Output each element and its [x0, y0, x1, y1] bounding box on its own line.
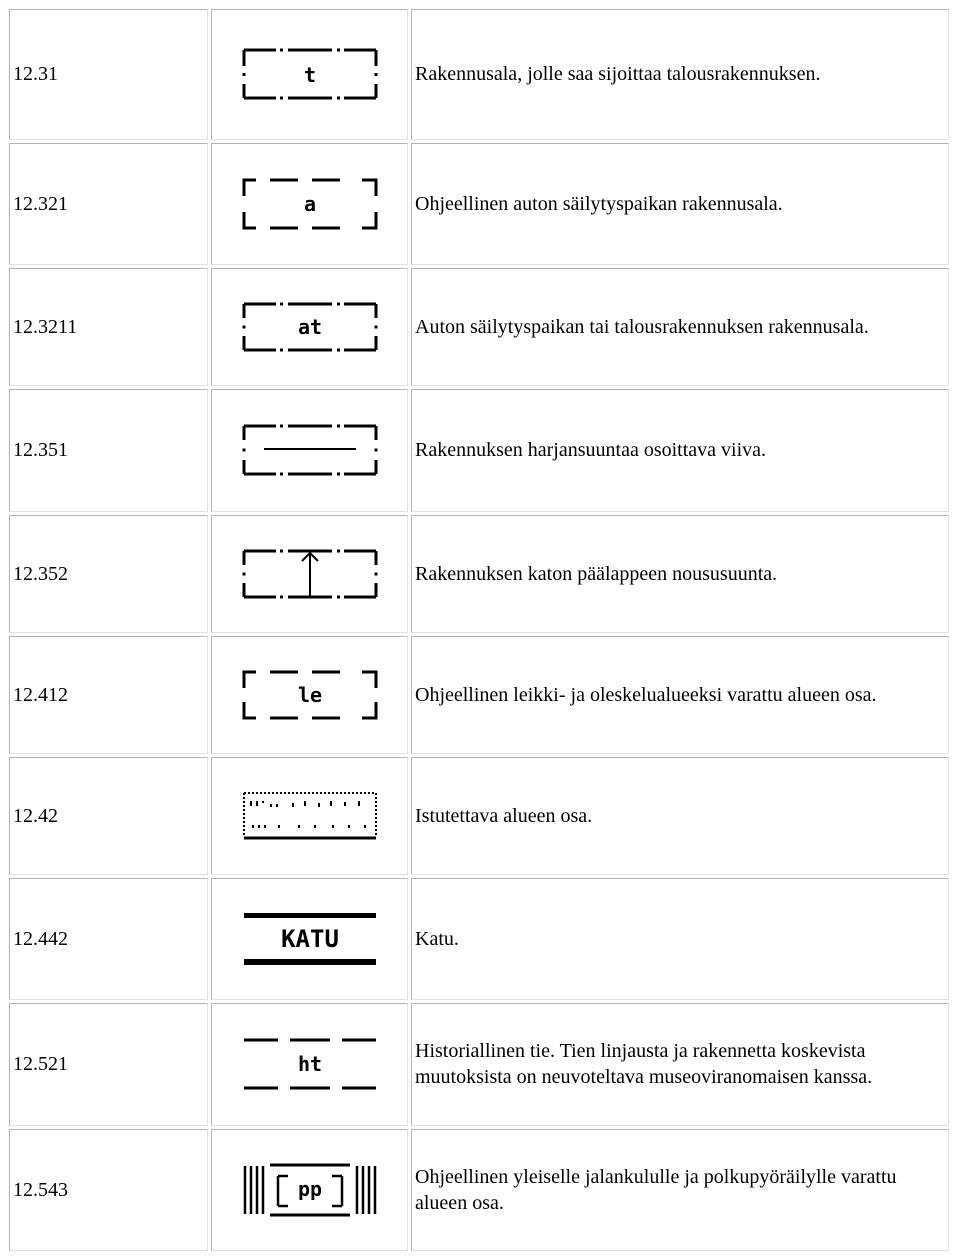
description-cell: Ohjeellinen leikki- ja oleskelualueeksi varattu alueen osa.	[411, 636, 949, 754]
table-row	[9, 878, 949, 1000]
table-row	[9, 9, 949, 140]
code-cell: 12.3211	[9, 268, 208, 386]
table-row	[9, 389, 949, 511]
code-cell: 12.352	[9, 515, 208, 633]
symbol-label: at	[297, 315, 322, 340]
dashed-rectangle-a-icon	[240, 176, 380, 232]
symbol-label: t	[303, 63, 316, 88]
symbol-cell	[211, 636, 408, 754]
symbol-label: le	[297, 682, 322, 707]
table-row	[9, 757, 949, 875]
code-cell: 12.442	[9, 878, 208, 1000]
dash-dot-rectangle-t-icon	[240, 44, 380, 104]
table-row	[9, 268, 949, 386]
pedestrian-cycle-hatched-icon	[240, 1162, 380, 1218]
table-row	[9, 636, 949, 754]
symbol-cell	[211, 389, 408, 511]
description-cell: Historiallinen tie. Tien linjausta ja rakennetta koskevista muutoksista on neuvoteltava museoviranomaisen kanssa.	[411, 1003, 949, 1125]
description-cell: Katu.	[411, 878, 949, 1000]
code-cell: 12.412	[9, 636, 208, 754]
description-cell: Ohjeellinen auton säilytyspaikan rakennusala.	[411, 143, 949, 265]
code-cell: 12.351	[9, 389, 208, 511]
symbol-cell	[211, 757, 408, 875]
dashed-rectangle-le-icon	[240, 668, 380, 722]
legend-table	[6, 6, 952, 1254]
code-cell: 12.521	[9, 1003, 208, 1125]
description-cell: Rakennusala, jolle saa sijoittaa talousrakennuksen.	[411, 9, 949, 140]
description-cell: Rakennuksen harjansuuntaa osoittava viiva.	[411, 389, 949, 511]
dotted-planting-area-icon	[240, 789, 380, 843]
table-row	[9, 143, 949, 265]
description-cell: Auton säilytyspaikan tai talousrakennuksen rakennusala.	[411, 268, 949, 386]
symbol-cell	[211, 1129, 408, 1251]
historic-road-dashed-icon	[240, 1036, 380, 1092]
symbol-cell	[211, 878, 408, 1000]
symbol-cell	[211, 143, 408, 265]
symbol-label: ht	[297, 1052, 322, 1077]
ridge-direction-line-icon	[240, 422, 380, 478]
table-row	[9, 1129, 949, 1251]
code-cell: 12.31	[9, 9, 208, 140]
symbol-cell	[211, 515, 408, 633]
symbol-label: KATU	[280, 925, 339, 954]
description-cell: Ohjeellinen yleiselle jalankululle ja polkupyöräilylle varattu alueen osa.	[411, 1129, 949, 1251]
symbol-cell	[211, 268, 408, 386]
symbol-label: pp	[297, 1176, 322, 1201]
table-row	[9, 1003, 949, 1125]
dash-dot-rectangle-at-icon	[240, 300, 380, 354]
symbol-cell	[211, 1003, 408, 1125]
description-cell: Istutettava alueen osa.	[411, 757, 949, 875]
symbol-label: a	[303, 191, 316, 216]
table-row	[9, 515, 949, 633]
description-cell: Rakennuksen katon päälappeen noususuunta.	[411, 515, 949, 633]
code-cell: 12.321	[9, 143, 208, 265]
roof-slope-arrow-icon	[240, 547, 380, 601]
street-double-line-icon	[240, 911, 380, 967]
symbol-cell	[211, 9, 408, 140]
code-cell: 12.543	[9, 1129, 208, 1251]
code-cell: 12.42	[9, 757, 208, 875]
